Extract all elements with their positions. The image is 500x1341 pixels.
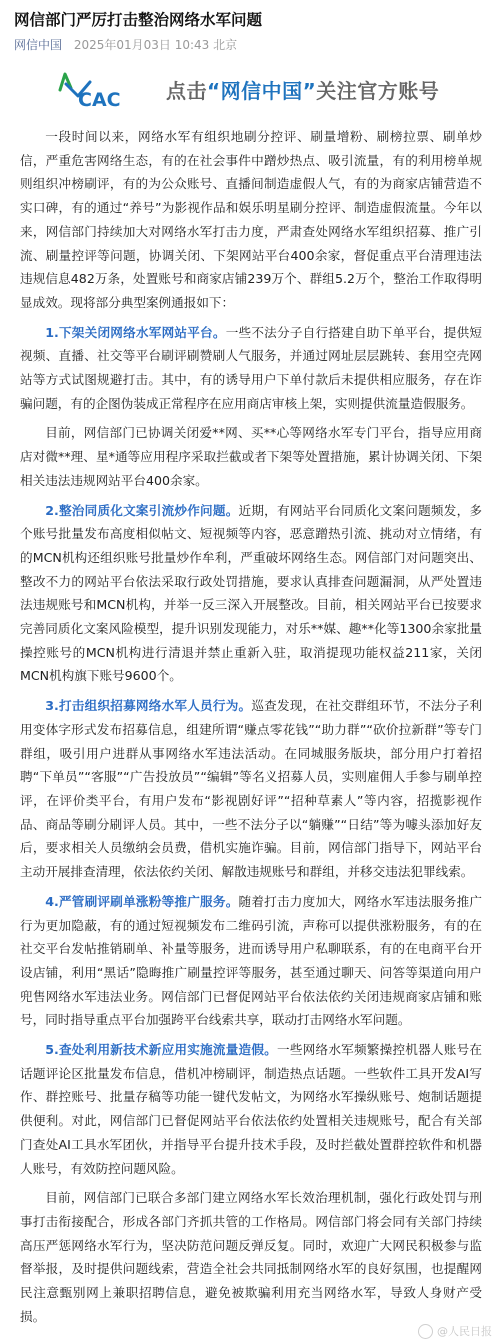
section-2: 2.整治同质化文案引流炒作问题。近期，有网站平台同质化文案问题频发，多个账号批量发布高度相似帖文、短视频等内容，恶意蹭热引流、挑动对立情绪，有的MCN机构还组织账号批量炒作牟利，严重破坏网络生态。网信部门对问题突出、整改不力的网站平台依法采取行政处罚措施，要求认真排查问题漏洞，从严处置违法违规账号和MCN机构，并举一反三深入开展整改。目前，相关网站平台已按要求完善同质化文案风险模型，提升识别发现能力，对乐**媒、趣**化等1300余家批量操控账号的MCN机构进行清退并禁止重新入驻，取消提现功能权益211家，关闭MCN机构旗下账号9600个。 <box>20 502 482 684</box>
section-heading: 3.打击组织招募网络水军人员行为。 <box>45 698 252 714</box>
section-4: 4.严管刷评刷单涨粉等推广服务。随着打击力度加大，网络水军违法服务推广行为更加隐蔽，有的通过短视频发布二维码引流，声称可以提供涨粉服务，有的在社交平台发帖推销刷单、补量等服务，进而诱导用户私聊联系，有的在电商平台开设店铺，利用“黑话”隐晦推广刷量控评等服务，甚至通过聊天、问答等渠道向用户兜售网络水军违法业务。网信部门已督促网站平台依法依约关闭违规商家店铺和账号，同时指导重点平台加强跨平台线索共享，联动打击网络水军问题。 <box>20 893 482 1028</box>
section-5: 5.查处利用新技术新应用实施流量造假。一些网络水军频繁操控机器人账号在话题评论区批量发布信息，借机冲榜刷评，制造热点话题。一些软件工具开发AI写作、群控账号、批量存稿等功能一键代发帖文，为网络水军操纵账号、炮制话题提供便利。对此，网信部门已督促网站平台依法依约处置相关违规账号，配合有关部门查处AI工具水军团伙，并指导平台提升技术手段，及时拦截处置群控软件和机器人账号，有效防控问题风险。 <box>20 1042 482 1176</box>
weibo-watermark: @人民日报 <box>418 1323 492 1339</box>
svg-text:CAC: CAC <box>78 89 121 110</box>
cac-logo-icon <box>56 68 152 110</box>
follow-banner[interactable] <box>56 68 456 110</box>
weibo-icon <box>418 1324 433 1339</box>
intro-paragraph: 一段时间以来，网络水军有组织地刷分控评、刷量增粉、刷榜拉票、刷单炒信，严重危害网络生态，有的在社会事件中蹭炒热点、吸引流量，有的利用榜单规则组织冲榜刷评，有的为公众账号、直播间制造虚假人气，有的为商家店铺营造不实口碑，有的通过“养号”为影视作品和娱乐明星刷分控评、制造虚假流量。今年以来，网信部门持续加大对网络水军打击力度，严肃查处网络水军组织招募、推广引流、刷量控评等问题，协调关闭、下架网站平台400余家，督促重点平台清理违法违规信息482万条，处置账号和商家店铺239万个、群组5.2万个，整治工作取得明显成效。现将部分典型案例通报如下： <box>20 129 482 310</box>
section-heading: 2.整治同质化文案引流炒作问题。 <box>45 502 239 518</box>
section-3: 3.打击组织招募网络水军人员行为。巡查发现，在社交群组环节，不法分子利用变体字形式发布招募信息，组建所谓“赚点零花钱”“助力群”“砍价拉新群”等专门群组，吸引用户进群从事网络水军违法活动。在同城服务版块，部分用户打着招聘“下单员”“客服”“广告投放员”“编辑”等名义招募人员，实则雇佣人手参与刷单控评，在评价类平台，有用户发布“影视剧好评”“招种草素人”等内容，招揽影视作品、商品等刷分刷评人员。其中，一些不法分子以“躺赚”“日结”等为噱头添加好友后，要求相关人员缴纳会员费，借机实施诈骗。目前，网信部门指导下，网站平台主动开展排查清理，依法依约关闭、解散违规账号和群组，并移交违法犯罪线索。 <box>20 698 482 880</box>
source-link[interactable]: 网信中国 <box>14 38 63 52</box>
section-1: 1.下架关闭网络水军网站平台。一些不法分子自行搭建自助下单平台，提供短视频、直播、社交等平台刷评刷赞刷人气服务，并通过网址层层跳转、套用空壳网站等方式试图规避打击。其中，有的诱导用户下单付款后未提供相应服务，存在诈骗问题，有的企图伪装成正常程序在应用商店审核上架，实则提供流量造假服务。 <box>20 324 482 411</box>
section-heading: 4.严管刷评刷单涨粉等推广服务。 <box>45 893 239 909</box>
publish-datetime: 2025年01月03日 10:43 北京 <box>73 38 238 52</box>
follow-prompt: 点击“网信中国”关注官方账号 <box>166 78 440 103</box>
section-1-followup: 目前，网信部门已协调关闭爱**网、买**心等网络水军专门平台，指导应用商店对微**理、星*通等应用程序采取拦截或者下架等处置措施，累计协调关闭、下架相关违法违规网站平台400余家。 <box>20 425 482 488</box>
article-meta <box>14 37 237 53</box>
article-title: 网信部门严厉打击整治网络水军问题 <box>14 11 263 29</box>
section-heading: 1.下架关闭网络水军网站平台。 <box>45 324 226 340</box>
closing-paragraph: 目前，网信部门已联合多部门建立网络水军长效治理机制，强化行政处罚与刑事打击衔接配合，形成各部门齐抓共管的工作格局。网信部门将会同有关部门持续高压严惩网络水军行为，坚决防范问题反弹反复。同时，欢迎广大网民积极参与监督举报，及时提供问题线索，营造全社会共同抵制网络水军的良好氛围，也提醒网民注意甄别网上兼职招聘信息，避免被欺骗利用充当网络水军，导致人身财产受损。 <box>20 1190 482 1324</box>
article-body <box>20 125 482 1334</box>
section-heading: 5.查处利用新技术新应用实施流量造假。 <box>45 1042 278 1058</box>
